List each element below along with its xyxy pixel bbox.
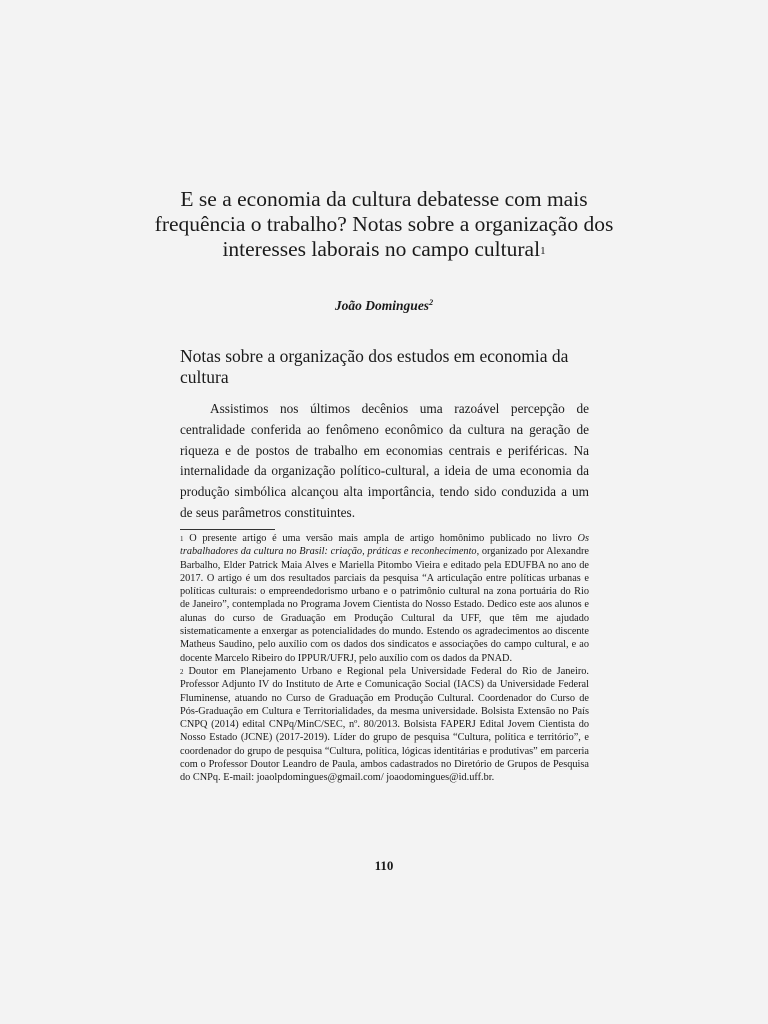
footnote-2-text: Doutor em Planejamento Urbano e Regional pela Universidade Federal do Rio de Janeiro. Professor Adjunto IV do Instituto de Arte e Comunicação Social (IACS) da Universidade Federal Fluminense, atuando no Curso de Graduação em Produção Cultural. Coordenador do Curso de Pós-Graduação em Cultura e Territorialidades, da mesma universidade. Bolsista Extensão no País CNPQ (2014) edital CNPq/MinC/SEC, nº. 80/2013. Bolsista FAPERJ Edital Jovem Cientista do Nosso Estado (JCNE) (2017-2019). Líder do grupo de pesquisa “Cultura, política e território”, e coordenador do grupo de pesquisa “Cultura, política, lógicas identitárias e produtivas” em parceria com o Professor Doutor Leandro de Paula, ambos cadastrados no Diretório de Grupos de Pesquisa do CNPq. E-mail: joaolpdomingues@gmail.com/ joaodomingues@id.uff.br. [180,665,589,784]
body-paragraph: Assistimos nos últimos decênios uma razoável percepção de centralidade conferida ao fenômeno econômico da cultura na geração de riqueza e de postos de trabalho em economias centrais e periféricas. Na internalidade da organização político-cultural, a ideia de uma economia da produção simbólica alcançou alta importância, tendo sido conduzida a um de seus parâmetros constituintes. [180,401,589,520]
footnote-1 [180,532,589,665]
footnote-2-marker: 2 [180,667,184,676]
author-footnote-ref[interactable]: 2 [429,298,434,307]
footnote-1-text-b: , organizado por Alexandre Barbalho, Elder Patrick Maia Alves e Mariella Pitombo Vieira e editado pela EDUFBA no ano de 2017. O artigo é um dos resultados parciais da pesquisa “A articulação entre políticas urbanas e políticas culturais: o empreendedorismo urbano e o patrimônio cultural na zona portuária do Rio de Janeiro”, contemplada no Programa Jovem Cientista do Nosso Estado. Dedico este aos alunos e alunas do curso de Graduação em Produção Cultural da UFF, que têm me ajudado sistematicamente a enxergar as potencialidades do mundo. Estendo os agradecimentos ao discente Matheus Saudino, pelo auxílio com os dados dos sindicatos e associações do campo cultural, e ao docente Marcelo Ribeiro do IPPUR/UFRJ, pelo auxílio com os dados da PNAD. [180,546,589,664]
author-name [150,298,618,314]
footnote-1-marker: 1 [180,535,184,543]
footnote-2 [180,665,589,785]
page-number: 110 [374,858,394,873]
section-heading: Notas sobre a organização dos estudos em economia da cultura [180,346,569,387]
article-title [150,187,618,262]
footnotes [180,532,589,785]
author-name-text: João Domingues [334,298,430,313]
footnote-1-book-title: Os trabalhadores da cultura no Brasil: criação, práticas e reconhecimento [180,533,589,558]
footnote-1-text-a: O presente artigo é uma versão mais ampla de artigo homônimo publicado no livro [183,533,578,544]
footnote-divider [180,529,275,530]
article-title-text: E se a economia da cultura debatesse com mais frequência o trabalho? Notas sobre a organização dos interesses laborais no campo cultural [154,187,614,261]
title-footnote-ref[interactable]: 1 [540,245,546,257]
